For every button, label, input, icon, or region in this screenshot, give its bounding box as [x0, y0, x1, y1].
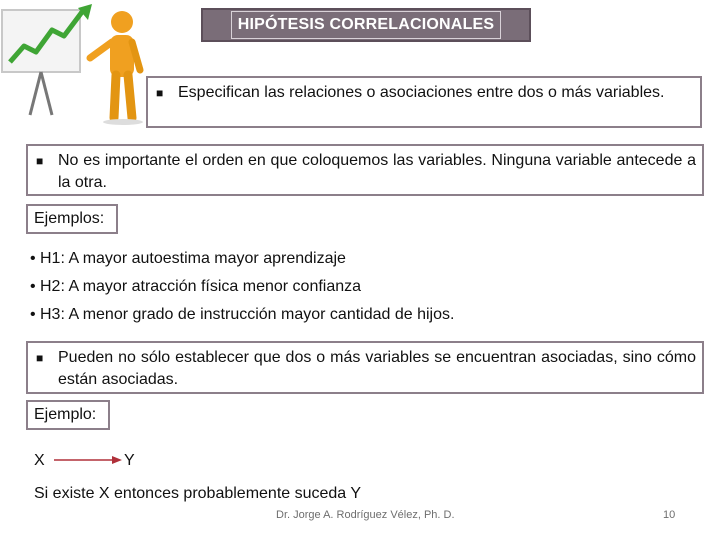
presenter-growth-chart-illustration [0, 0, 150, 130]
list-item [30, 301, 690, 329]
order-note-text: No es importante el orden en que coloquemos las variables. Ninguna variable antecede a la otra. [58, 152, 696, 191]
association-text: Pueden no sólo establecer que dos o más variables se encuentran asociadas, sino cómo están asociadas. [58, 349, 696, 388]
example-text: H1: A mayor autoestima mayor aprendizaje [40, 250, 346, 267]
association-box [26, 341, 704, 394]
example-label-box [26, 400, 110, 430]
conclusion-text: Si existe X entonces probablemente suceda Y [34, 485, 362, 502]
person-figure-icon [90, 11, 143, 125]
square-bullet-icon: ■ [36, 154, 44, 168]
variable-y: Y [124, 452, 135, 469]
square-bullet-icon: ■ [36, 351, 44, 365]
examples-label: Ejemplos: [34, 210, 105, 227]
dot-bullet-icon: • [30, 306, 36, 323]
whiteboard-icon [2, 10, 80, 115]
list-item [30, 245, 690, 273]
example-label: Ejemplo: [34, 406, 97, 423]
title-box [201, 8, 531, 42]
dot-bullet-icon: • [30, 250, 36, 267]
slide-title: HIPÓTESIS CORRELACIONALES [231, 11, 502, 39]
page-number: 10 [663, 509, 676, 521]
arrow-right-icon [54, 454, 122, 466]
dot-bullet-icon: • [30, 278, 36, 295]
definition-box [146, 76, 702, 128]
author-footer: Dr. Jorge A. Rodríguez Vélez, Ph. D. [276, 509, 455, 521]
example-text: H2: A mayor atracción física menor confianza [40, 278, 362, 295]
variable-x: X [34, 452, 45, 469]
list-item [30, 273, 690, 301]
example-text: H3: A menor grado de instrucción mayor cantidad de hijos. [40, 306, 455, 323]
square-bullet-icon: ■ [156, 86, 164, 100]
examples-label-box [26, 204, 118, 234]
order-note-box [26, 144, 704, 196]
definition-text: Especifican las relaciones o asociaciones entre dos o más variables. [178, 84, 665, 101]
examples-list [30, 245, 690, 329]
